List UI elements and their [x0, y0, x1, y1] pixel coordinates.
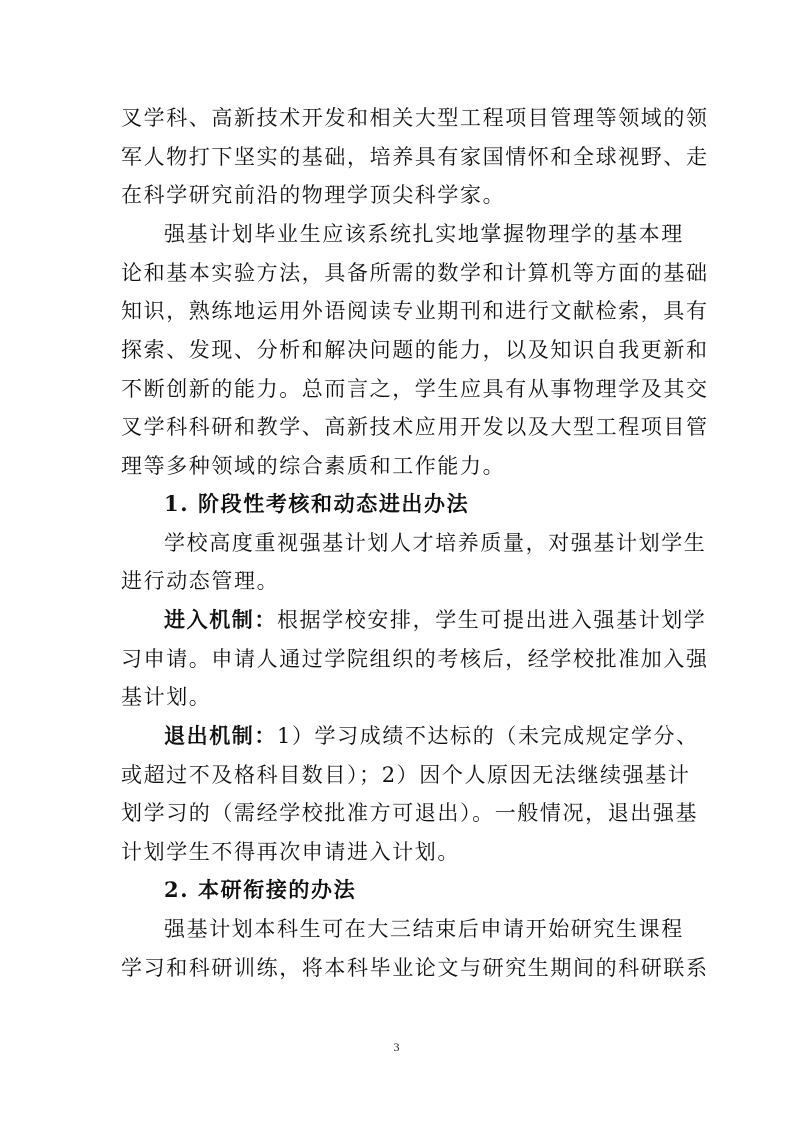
page-number: 3 [393, 1040, 400, 1054]
entry-mechanism-label: 进入机制： [164, 607, 277, 632]
paragraph-line: 学习和科研训练，将本科毕业论文与研究生期间的科研联系 [121, 956, 709, 980]
paragraph-line: 叉学科科研和教学、高新技术应用开发以及大型工程项目管 [121, 415, 709, 439]
entry-mechanism-text: 根据学校安排，学生可提出进入强基计划学 [277, 608, 707, 632]
section-heading: 1. 阶段性考核和动态进出办法 [164, 491, 470, 516]
paragraph-line: 在科学研究前沿的物理学顶尖科学家。 [121, 183, 506, 207]
paragraph-line: 论和基本实验方法，具备所需的数学和计算机等方面的基础 [121, 261, 709, 285]
paragraph-line: 知识，熟练地运用外语阅读专业期刊和进行文献检索，具有 [121, 299, 709, 323]
exit-mechanism-text: 1）学习成绩不达标的（未完成规定学分、 [277, 724, 699, 748]
paragraph-line: 不断创新的能力。总而言之，学生应具有从事物理学及其交 [121, 377, 709, 401]
paragraph-line: 强基计划本科生可在大三结束后申请开始研究生课程 [164, 917, 684, 941]
paragraph-line: 强基计划毕业生应该系统扎实地掌握物理学的基本理 [164, 222, 684, 246]
paragraph-line: 或超过不及格科目数目）；2）因个人原因无法继续强基计 [121, 763, 691, 787]
paragraph-line: 学校高度重视强基计划人才培养质量，对强基计划学生 [164, 531, 707, 555]
exit-mechanism-label: 退出机制： [164, 723, 277, 748]
paragraph-line [164, 607, 707, 632]
paragraph-line [164, 723, 699, 748]
paragraph-line: 进行动态管理。 [121, 569, 280, 593]
paragraph-line: 划学习的（需经学校批准方可退出）。一般情况，退出强基 [121, 801, 699, 825]
paragraph-line: 理等多种领域的综合素质和工作能力。 [121, 454, 506, 478]
paragraph-line: 叉学科、高新技术开发和相关大型工程项目管理等领域的领 [121, 106, 709, 130]
paragraph-line: 习申请。申请人通过学院组织的考核后，经学校批准加入强 [121, 647, 709, 671]
section-heading: 2. 本研衔接的办法 [164, 877, 357, 902]
paragraph-line: 基计划。 [121, 685, 212, 709]
paragraph-line: 探索、发现、分析和解决问题的能力，以及知识自我更新和 [121, 338, 709, 362]
paragraph-line: 军人物打下坚实的基础，培养具有家国情怀和全球视野、走 [121, 145, 709, 169]
paragraph-line: 计划学生不得再次申请进入计划。 [121, 840, 460, 864]
